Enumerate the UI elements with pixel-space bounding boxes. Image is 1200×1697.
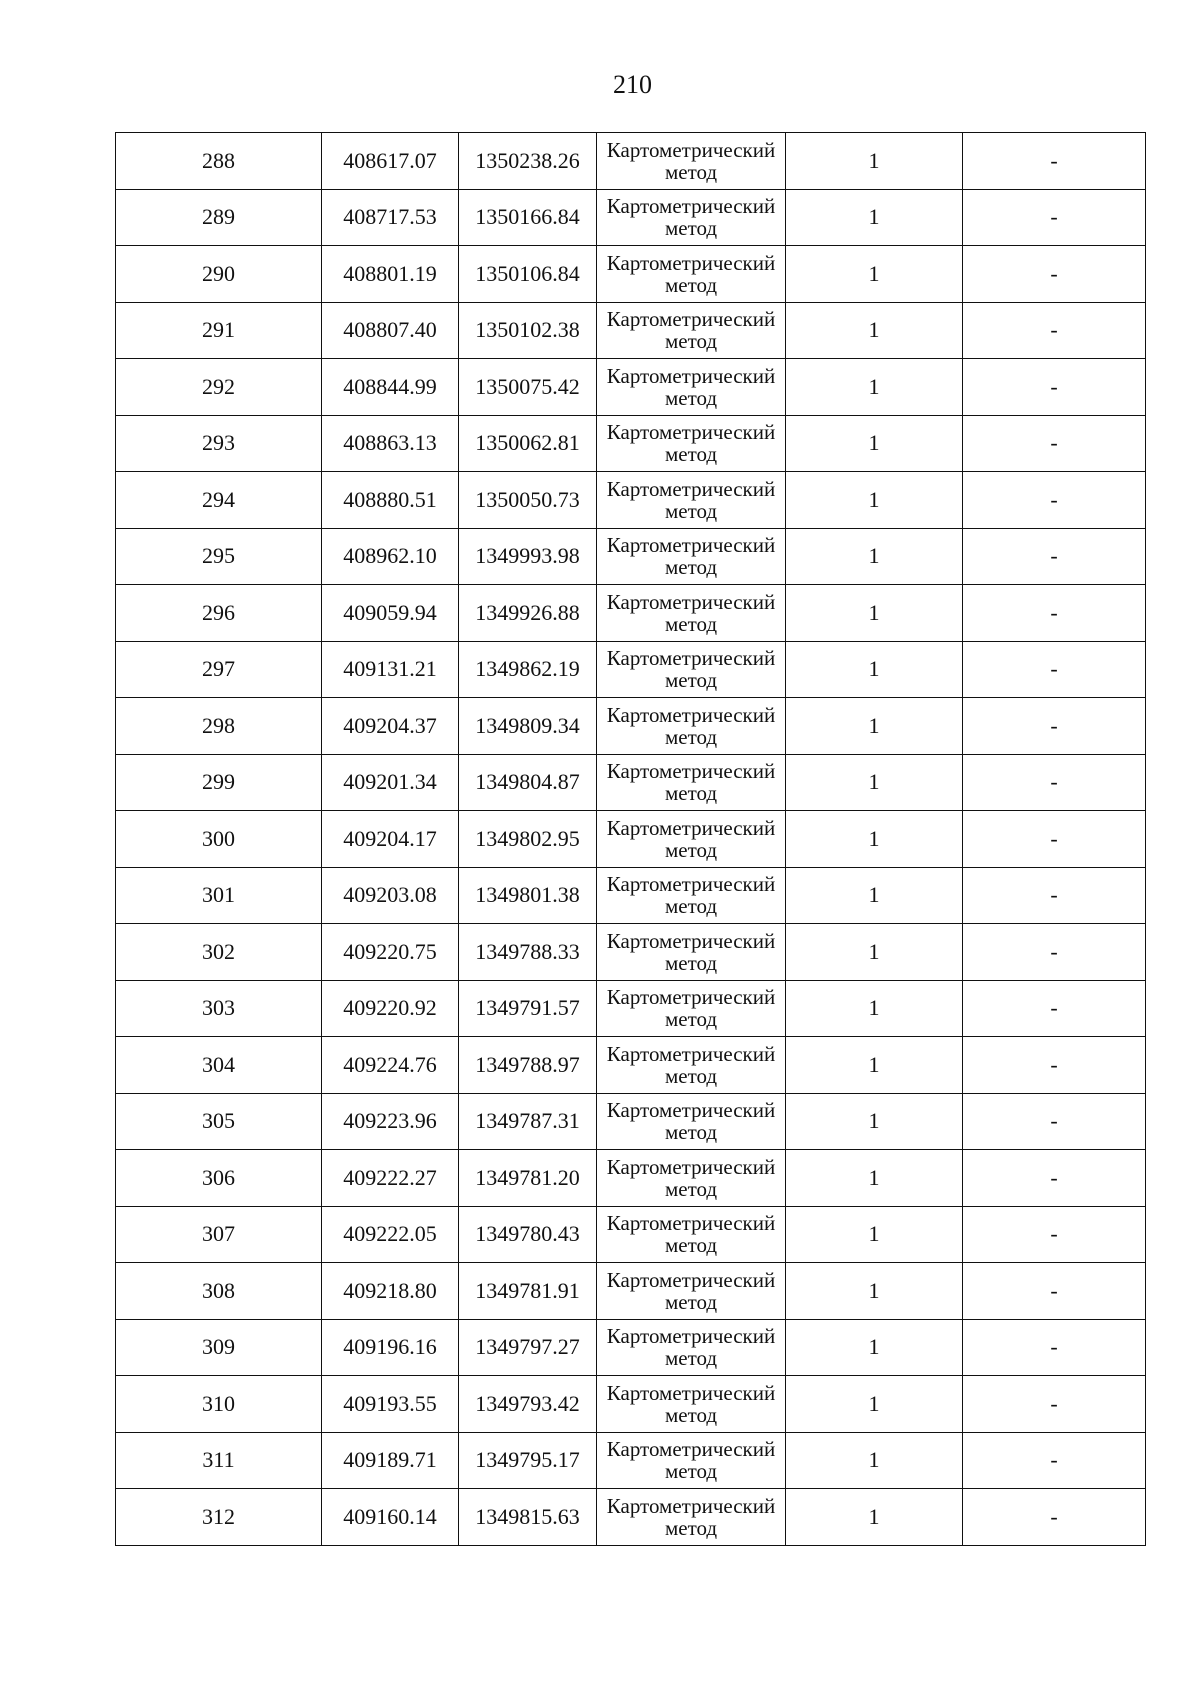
x-coordinate-cell: 409201.34 [322,754,459,811]
note-cell: - [963,811,1146,868]
accuracy-cell: 1 [786,641,963,698]
x-coordinate-cell: 409160.14 [322,1489,459,1546]
note-cell: - [963,641,1146,698]
x-coordinate-cell: 408880.51 [322,472,459,529]
accuracy-cell: 1 [786,811,963,868]
y-coordinate-cell: 1349797.27 [459,1319,597,1376]
point-number-cell: 288 [116,133,322,190]
accuracy-cell: 1 [786,246,963,303]
note-cell: - [963,585,1146,642]
y-coordinate-cell: 1349788.33 [459,924,597,981]
table-row [116,1489,1146,1546]
note-cell: - [963,1319,1146,1376]
table-row [116,1206,1146,1263]
point-number-cell: 306 [116,1150,322,1207]
point-number-cell: 301 [116,867,322,924]
point-number-cell: 304 [116,1037,322,1094]
y-coordinate-cell: 1349801.38 [459,867,597,924]
table-row [116,1093,1146,1150]
note-cell: - [963,698,1146,755]
x-coordinate-cell: 409204.37 [322,698,459,755]
table-row [116,133,1146,190]
accuracy-cell: 1 [786,585,963,642]
table-row [116,754,1146,811]
page-number: 210 [613,70,652,99]
x-coordinate-cell: 409220.75 [322,924,459,981]
method-cell: Картометрический метод [597,641,786,698]
note-cell: - [963,359,1146,416]
note-cell: - [963,528,1146,585]
x-coordinate-cell: 408962.10 [322,528,459,585]
method-cell: Картометрический метод [597,528,786,585]
note-cell: - [963,415,1146,472]
method-cell: Картометрический метод [597,698,786,755]
method-cell: Картометрический метод [597,867,786,924]
accuracy-cell: 1 [786,415,963,472]
accuracy-cell: 1 [786,472,963,529]
accuracy-cell: 1 [786,1263,963,1320]
method-cell: Картометрический метод [597,1093,786,1150]
table-row [116,359,1146,416]
point-number-cell: 298 [116,698,322,755]
y-coordinate-cell: 1349787.31 [459,1093,597,1150]
point-number-cell: 302 [116,924,322,981]
x-coordinate-cell: 409131.21 [322,641,459,698]
method-cell: Картометрический метод [597,924,786,981]
x-coordinate-cell: 409218.80 [322,1263,459,1320]
method-cell: Картометрический метод [597,1150,786,1207]
accuracy-cell: 1 [786,528,963,585]
y-coordinate-cell: 1349993.98 [459,528,597,585]
y-coordinate-cell: 1349802.95 [459,811,597,868]
table-row [116,1150,1146,1207]
table-row [116,189,1146,246]
method-cell: Картометрический метод [597,1376,786,1433]
method-cell: Картометрический метод [597,415,786,472]
x-coordinate-cell: 409193.55 [322,1376,459,1433]
table-row [116,1263,1146,1320]
accuracy-cell: 1 [786,980,963,1037]
method-cell: Картометрический метод [597,359,786,416]
method-cell: Картометрический метод [597,189,786,246]
accuracy-cell: 1 [786,133,963,190]
x-coordinate-cell: 409204.17 [322,811,459,868]
method-cell: Картометрический метод [597,980,786,1037]
accuracy-cell: 1 [786,1319,963,1376]
method-cell: Картометрический метод [597,1263,786,1320]
x-coordinate-cell: 409196.16 [322,1319,459,1376]
accuracy-cell: 1 [786,1150,963,1207]
table-row [116,698,1146,755]
x-coordinate-cell: 409224.76 [322,1037,459,1094]
point-number-cell: 290 [116,246,322,303]
coordinates-table-body [116,133,1146,1546]
note-cell: - [963,472,1146,529]
y-coordinate-cell: 1349781.20 [459,1150,597,1207]
method-cell: Картометрический метод [597,754,786,811]
method-cell: Картометрический метод [597,1489,786,1546]
accuracy-cell: 1 [786,1037,963,1094]
y-coordinate-cell: 1349793.42 [459,1376,597,1433]
y-coordinate-cell: 1349862.19 [459,641,597,698]
table-row [116,585,1146,642]
point-number-cell: 310 [116,1376,322,1433]
method-cell: Картометрический метод [597,246,786,303]
y-coordinate-cell: 1349804.87 [459,754,597,811]
x-coordinate-cell: 409203.08 [322,867,459,924]
point-number-cell: 308 [116,1263,322,1320]
point-number-cell: 296 [116,585,322,642]
accuracy-cell: 1 [786,189,963,246]
table-row [116,246,1146,303]
y-coordinate-cell: 1350050.73 [459,472,597,529]
table-row [116,811,1146,868]
y-coordinate-cell: 1349791.57 [459,980,597,1037]
y-coordinate-cell: 1349781.91 [459,1263,597,1320]
table-row [116,924,1146,981]
table-row [116,867,1146,924]
note-cell: - [963,867,1146,924]
x-coordinate-cell: 408717.53 [322,189,459,246]
table-row [116,528,1146,585]
accuracy-cell: 1 [786,1489,963,1546]
x-coordinate-cell: 409222.05 [322,1206,459,1263]
note-cell: - [963,924,1146,981]
point-number-cell: 309 [116,1319,322,1376]
point-number-cell: 312 [116,1489,322,1546]
table-row [116,302,1146,359]
table-row [116,641,1146,698]
y-coordinate-cell: 1349815.63 [459,1489,597,1546]
point-number-cell: 299 [116,754,322,811]
point-number-cell: 300 [116,811,322,868]
accuracy-cell: 1 [786,302,963,359]
method-cell: Картометрический метод [597,302,786,359]
y-coordinate-cell: 1350106.84 [459,246,597,303]
x-coordinate-cell: 409220.92 [322,980,459,1037]
method-cell: Картометрический метод [597,811,786,868]
note-cell: - [963,1206,1146,1263]
method-cell: Картометрический метод [597,1432,786,1489]
x-coordinate-cell: 408801.19 [322,246,459,303]
note-cell: - [963,1150,1146,1207]
point-number-cell: 292 [116,359,322,416]
note-cell: - [963,754,1146,811]
x-coordinate-cell: 409222.27 [322,1150,459,1207]
table-row [116,980,1146,1037]
coordinates-table [115,132,1146,1546]
x-coordinate-cell: 408617.07 [322,133,459,190]
point-number-cell: 307 [116,1206,322,1263]
point-number-cell: 295 [116,528,322,585]
point-number-cell: 311 [116,1432,322,1489]
note-cell: - [963,1489,1146,1546]
method-cell: Картометрический метод [597,1206,786,1263]
accuracy-cell: 1 [786,1432,963,1489]
note-cell: - [963,1093,1146,1150]
note-cell: - [963,246,1146,303]
accuracy-cell: 1 [786,924,963,981]
point-number-cell: 305 [116,1093,322,1150]
note-cell: - [963,1432,1146,1489]
y-coordinate-cell: 1350102.38 [459,302,597,359]
note-cell: - [963,133,1146,190]
y-coordinate-cell: 1349795.17 [459,1432,597,1489]
method-cell: Картометрический метод [597,133,786,190]
y-coordinate-cell: 1349780.43 [459,1206,597,1263]
point-number-cell: 294 [116,472,322,529]
x-coordinate-cell: 409189.71 [322,1432,459,1489]
table-row [116,472,1146,529]
accuracy-cell: 1 [786,1376,963,1433]
y-coordinate-cell: 1349788.97 [459,1037,597,1094]
y-coordinate-cell: 1350238.26 [459,133,597,190]
table-row [116,1037,1146,1094]
note-cell: - [963,189,1146,246]
y-coordinate-cell: 1349809.34 [459,698,597,755]
note-cell: - [963,302,1146,359]
accuracy-cell: 1 [786,359,963,416]
point-number-cell: 297 [116,641,322,698]
x-coordinate-cell: 408844.99 [322,359,459,416]
y-coordinate-cell: 1350075.42 [459,359,597,416]
point-number-cell: 291 [116,302,322,359]
table-row [116,415,1146,472]
accuracy-cell: 1 [786,867,963,924]
x-coordinate-cell: 408863.13 [322,415,459,472]
method-cell: Картометрический метод [597,472,786,529]
point-number-cell: 289 [116,189,322,246]
x-coordinate-cell: 409223.96 [322,1093,459,1150]
y-coordinate-cell: 1350166.84 [459,189,597,246]
method-cell: Картометрический метод [597,1037,786,1094]
table-row [116,1319,1146,1376]
table-row [116,1376,1146,1433]
accuracy-cell: 1 [786,754,963,811]
y-coordinate-cell: 1349926.88 [459,585,597,642]
table-row [116,1432,1146,1489]
x-coordinate-cell: 409059.94 [322,585,459,642]
point-number-cell: 303 [116,980,322,1037]
note-cell: - [963,1263,1146,1320]
x-coordinate-cell: 408807.40 [322,302,459,359]
note-cell: - [963,1037,1146,1094]
accuracy-cell: 1 [786,1206,963,1263]
method-cell: Картометрический метод [597,585,786,642]
note-cell: - [963,980,1146,1037]
y-coordinate-cell: 1350062.81 [459,415,597,472]
accuracy-cell: 1 [786,1093,963,1150]
note-cell: - [963,1376,1146,1433]
method-cell: Картометрический метод [597,1319,786,1376]
point-number-cell: 293 [116,415,322,472]
accuracy-cell: 1 [786,698,963,755]
